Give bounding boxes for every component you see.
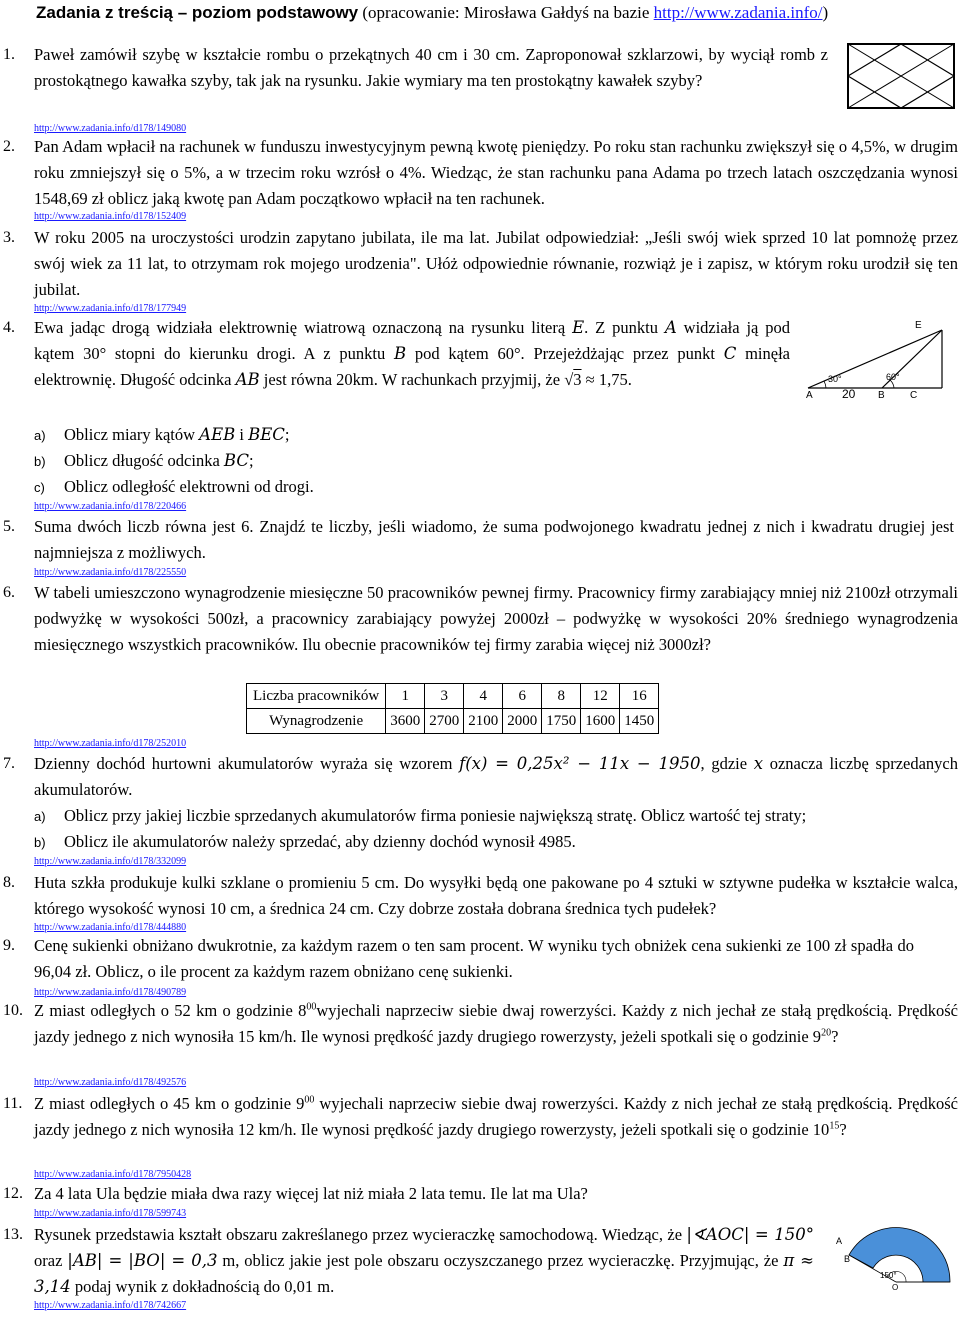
problem-text: Cenę sukienki obniżano dwukrotnie, za każdym razem o ten sam procent. W wyniku tych obniżek cena sukienki ze 100 zł spadła do 96,04 zł. Oblicz, o ile procent za każdym razem obniżano cenę sukienki.: [34, 936, 914, 981]
wiper-figure: [834, 1210, 952, 1290]
problem-number: 1.: [3, 46, 15, 63]
table-cell: 4: [464, 684, 503, 709]
problem-5-link[interactable]: http://www.zadania.info/d178/225550: [34, 567, 187, 578]
problem-text: Dzienny dochód hurtowni akumulatorów wyraża się wzorem f(x) = 0,25x² − 11x − 1950, gdzie x oznacza liczbę sprzedanych akumulatorów.: [34, 754, 958, 799]
length-20: 20: [842, 387, 856, 400]
problem-text: Z miast odległych o 52 km o godzinie $8^{00}wyjechali$ naprzeciw siebie dwaj rowerzyści. Każdy z nich jechał ze stałą prędkością. Prędkość jazdy jednego z nich wynosiła 15 km/h. Ile wynosi prędkość jazdy drugiego rowerzysty, jeżeli spotkali się o godzinie $9^{20}$?: [34, 1001, 958, 1046]
problem-number: 7.: [3, 755, 15, 772]
problem-text: Za 4 lata Ula będzie miała dwa razy więcej lat niż miała 2 lata temu. Ile lat ma Ula?: [34, 1184, 588, 1203]
rhombus-figure: [846, 42, 956, 110]
problem-9-link[interactable]: http://www.zadania.info/d178/490789: [34, 987, 187, 998]
problem-text: Z miast odległych o 45 km o godzinie $9^{00}$ wyjechali naprzeciw siebie dwaj rowerzyści. Każdy z nich jechał ze stałą prędkością. Prędkość jazdy jednego z nich wynosiła 12 km/h. Ile wynosi prędkość jazdy drugiego rowerzysty, jeżeli spotkali się o godzinie $10^{15}$?: [34, 1094, 958, 1139]
problem-8-link[interactable]: http://www.zadania.info/d178/444880: [34, 922, 187, 933]
label-B: B: [878, 390, 885, 400]
problem-12-link[interactable]: http://www.zadania.info/d178/599743: [34, 1208, 187, 1219]
problem-text: Paweł zamówił szybę w kształcie rombu o przekątnych 40 cm i 30 cm. Zaproponował szklarzowi, by wyciął romb z prostokątnego kawałka szyby, tak jak na rysunku. Jakie wymiary ma ten prostokątny kawałek szyby?: [34, 45, 828, 90]
title-bold: Zadania z treścią – poziom podstawowy: [36, 3, 359, 22]
wind-turbine-figure: [800, 316, 950, 400]
table-cell: 1750: [542, 709, 581, 734]
table-cell: 1: [386, 684, 425, 709]
table-cell: 2100: [464, 709, 503, 734]
row-label: Liczba pracowników: [247, 684, 386, 709]
problem-2-link[interactable]: http://www.zadania.info/d178/152409: [34, 211, 187, 222]
problem-13-link[interactable]: http://www.zadania.info/d178/742667: [34, 1300, 187, 1311]
angle-150: 150°: [880, 1271, 897, 1280]
problem-4-link[interactable]: http://www.zadania.info/d178/220466: [34, 501, 187, 512]
problem-number: 12.: [3, 1185, 23, 1202]
label-O: O: [892, 1283, 899, 1290]
problem-7-link[interactable]: http://www.zadania.info/d178/332099: [34, 856, 187, 867]
problem-number: 5.: [3, 518, 15, 535]
table-cell: 3600: [386, 709, 425, 734]
problem-text: W roku 2005 na uroczystości urodzin zapytano jubilata, ile ma lat. Jubilat odpowiedział: „Jeśli swój wiek sprzed 10 lat pomnożę przez swój wiek za 11 lat, to otrzymam rok mojego urodzenia". Ułóż odpowiednie równanie, rozwiąż je i zapisz, w którym roku urodził się ten jubilat.: [34, 228, 958, 299]
angle-30: 30°: [828, 374, 842, 384]
table-cell: 6: [503, 684, 542, 709]
problem-text: W tabeli umieszczono wynagrodzenie miesięczne 50 pracowników pewnej firmy. Pracownicy firmy zarabiający mniej niż 2100zł otrzymali podwyżkę w wysokości 500zł, a pracownicy zarabiający powyżej 2000zł – podwyżkę w wysokości 20% średniego wynagrodzenia miesięcznego wszystkich pracowników. Ilu obecnie pracowników tej firmy zarabia więcej niż 3000zł?: [34, 583, 958, 654]
formula: f(x) = 0,25x² − 11x − 1950: [459, 754, 701, 773]
problem-3-link[interactable]: http://www.zadania.info/d178/177949: [34, 303, 187, 314]
problem-number: 2.: [3, 138, 15, 155]
table-cell: 1600: [581, 709, 620, 734]
problem-7-sub-a: a) Oblicz przy jakiej liczbie sprzedanych akumulatorów firma poniesie największą stratę. Oblicz wartość tej straty;: [34, 806, 807, 825]
problem-number: 11.: [3, 1095, 23, 1112]
table-cell: 1450: [620, 709, 659, 734]
problem-number: 10.: [3, 1002, 23, 1019]
problem-text: Rysunek przedstawia kształt obszaru zakreślanego przez wycieraczkę samochodową. Wiedząc, że |∢AOC| = 150° oraz |AB| = |BO| = 0,3 m, oblicz jakie jest pole obszaru oczyszczanego przez wycieraczkę. Przyjmując, że π ≈ 3,14 podaj wynik z dokładnością do 0,01 m.: [34, 1225, 814, 1296]
title-rest: (opracowanie: Mirosława Gałdyś na bazie: [358, 3, 654, 22]
label-E: E: [915, 320, 922, 331]
problem-text: Suma dwóch liczb równa jest 6. Znajdź te liczby, jeśli wiadomo, że suma podwojonego kwadratu jednej z nich i kwadratu drugiej jest najmniejsza z możliwych.: [34, 517, 954, 562]
problem-1-link[interactable]: http://www.zadania.info/d178/149080: [34, 123, 187, 134]
problem-10-link[interactable]: http://www.zadania.info/d178/492576: [34, 1077, 187, 1088]
problem-4-sub-b: b) Oblicz długość odcinka BC;: [34, 451, 254, 470]
table-cell: 2000: [503, 709, 542, 734]
problem-4-sub-c: c) Oblicz odległość elektrowni od drogi.: [34, 477, 314, 496]
sqrt-symbol: √: [564, 370, 574, 389]
problem-number: 13.: [3, 1226, 23, 1243]
problem-text: Pan Adam wpłacił na rachunek w funduszu inwestycyjnym pewną kwotę pieniędzy. Po roku stan rachunku zwiększył się o 4,5%, w drugim roku zmniejszył się o 5%, a w trzecim roku wzrósł o 4%. Wiedząc, że stan rachunku pana Adama po trzech latach oszczędzania wynosi 1548,69 zł oblicz jaką kwotę pan Adam początkowo wpłacił na ten rachunek.: [34, 137, 958, 208]
problem-7-sub-b: b) Oblicz ile akumulatorów należy sprzedać, aby dzienny dochód wynosił 4985.: [34, 832, 576, 851]
problem-6-link[interactable]: http://www.zadania.info/d178/252010: [34, 738, 187, 749]
salary-table: [246, 683, 659, 734]
problem-number: 8.: [3, 874, 15, 891]
problem-number: 4.: [3, 319, 15, 336]
table-cell: 3: [425, 684, 464, 709]
title-link[interactable]: http://www.zadania.info/: [653, 3, 823, 22]
table-cell: 8: [542, 684, 581, 709]
label-A: A: [836, 1236, 843, 1246]
problem-text: Huta szkła produkuje kulki szklane o promieniu 5 cm. Do wysyłki będą one pakowane po 4 sztuki w sztywne pudełka w kształcie walca, którego wysokość wynosi 10 cm, a średnica 24 cm. Czy dobrze została dobrana średnica tych pudełek?: [34, 873, 958, 918]
problem-number: 9.: [3, 937, 15, 954]
problem-4-sub-a: a) Oblicz miary kątów AEB i BEC;: [34, 425, 290, 444]
table-cell: 16: [620, 684, 659, 709]
table-row: [247, 709, 659, 734]
problem-text: Ewa jadąc drogą widziała elektrownię wiatrową oznaczoną na rysunku literą E. Z punktu A widziała ją pod kątem 30° stopni do kierunku drogi. A z punktu B pod kątem 60°. Przejeżdżając przez punkt C minęła elektrownię. Długość odcinka AB jest równa 20km. W rachunkach przyjmij, że √3 ≈ 1,75.: [34, 318, 790, 389]
table-row: [247, 684, 659, 709]
problem-11-link[interactable]: http://www.zadania.info/d178/7950428: [34, 1169, 192, 1180]
problem-number: 6.: [3, 584, 15, 601]
row-label: Wynagrodzenie: [247, 709, 386, 734]
page-title: [36, 3, 828, 23]
title-end: ): [822, 3, 829, 22]
label-A: A: [806, 390, 813, 400]
label-C: C: [910, 390, 918, 400]
problem-number: 3.: [3, 229, 15, 246]
table-cell: 12: [581, 684, 620, 709]
table-cell: 2700: [425, 709, 464, 734]
angle-60: 60°: [886, 372, 900, 382]
label-B: B: [844, 1254, 851, 1264]
